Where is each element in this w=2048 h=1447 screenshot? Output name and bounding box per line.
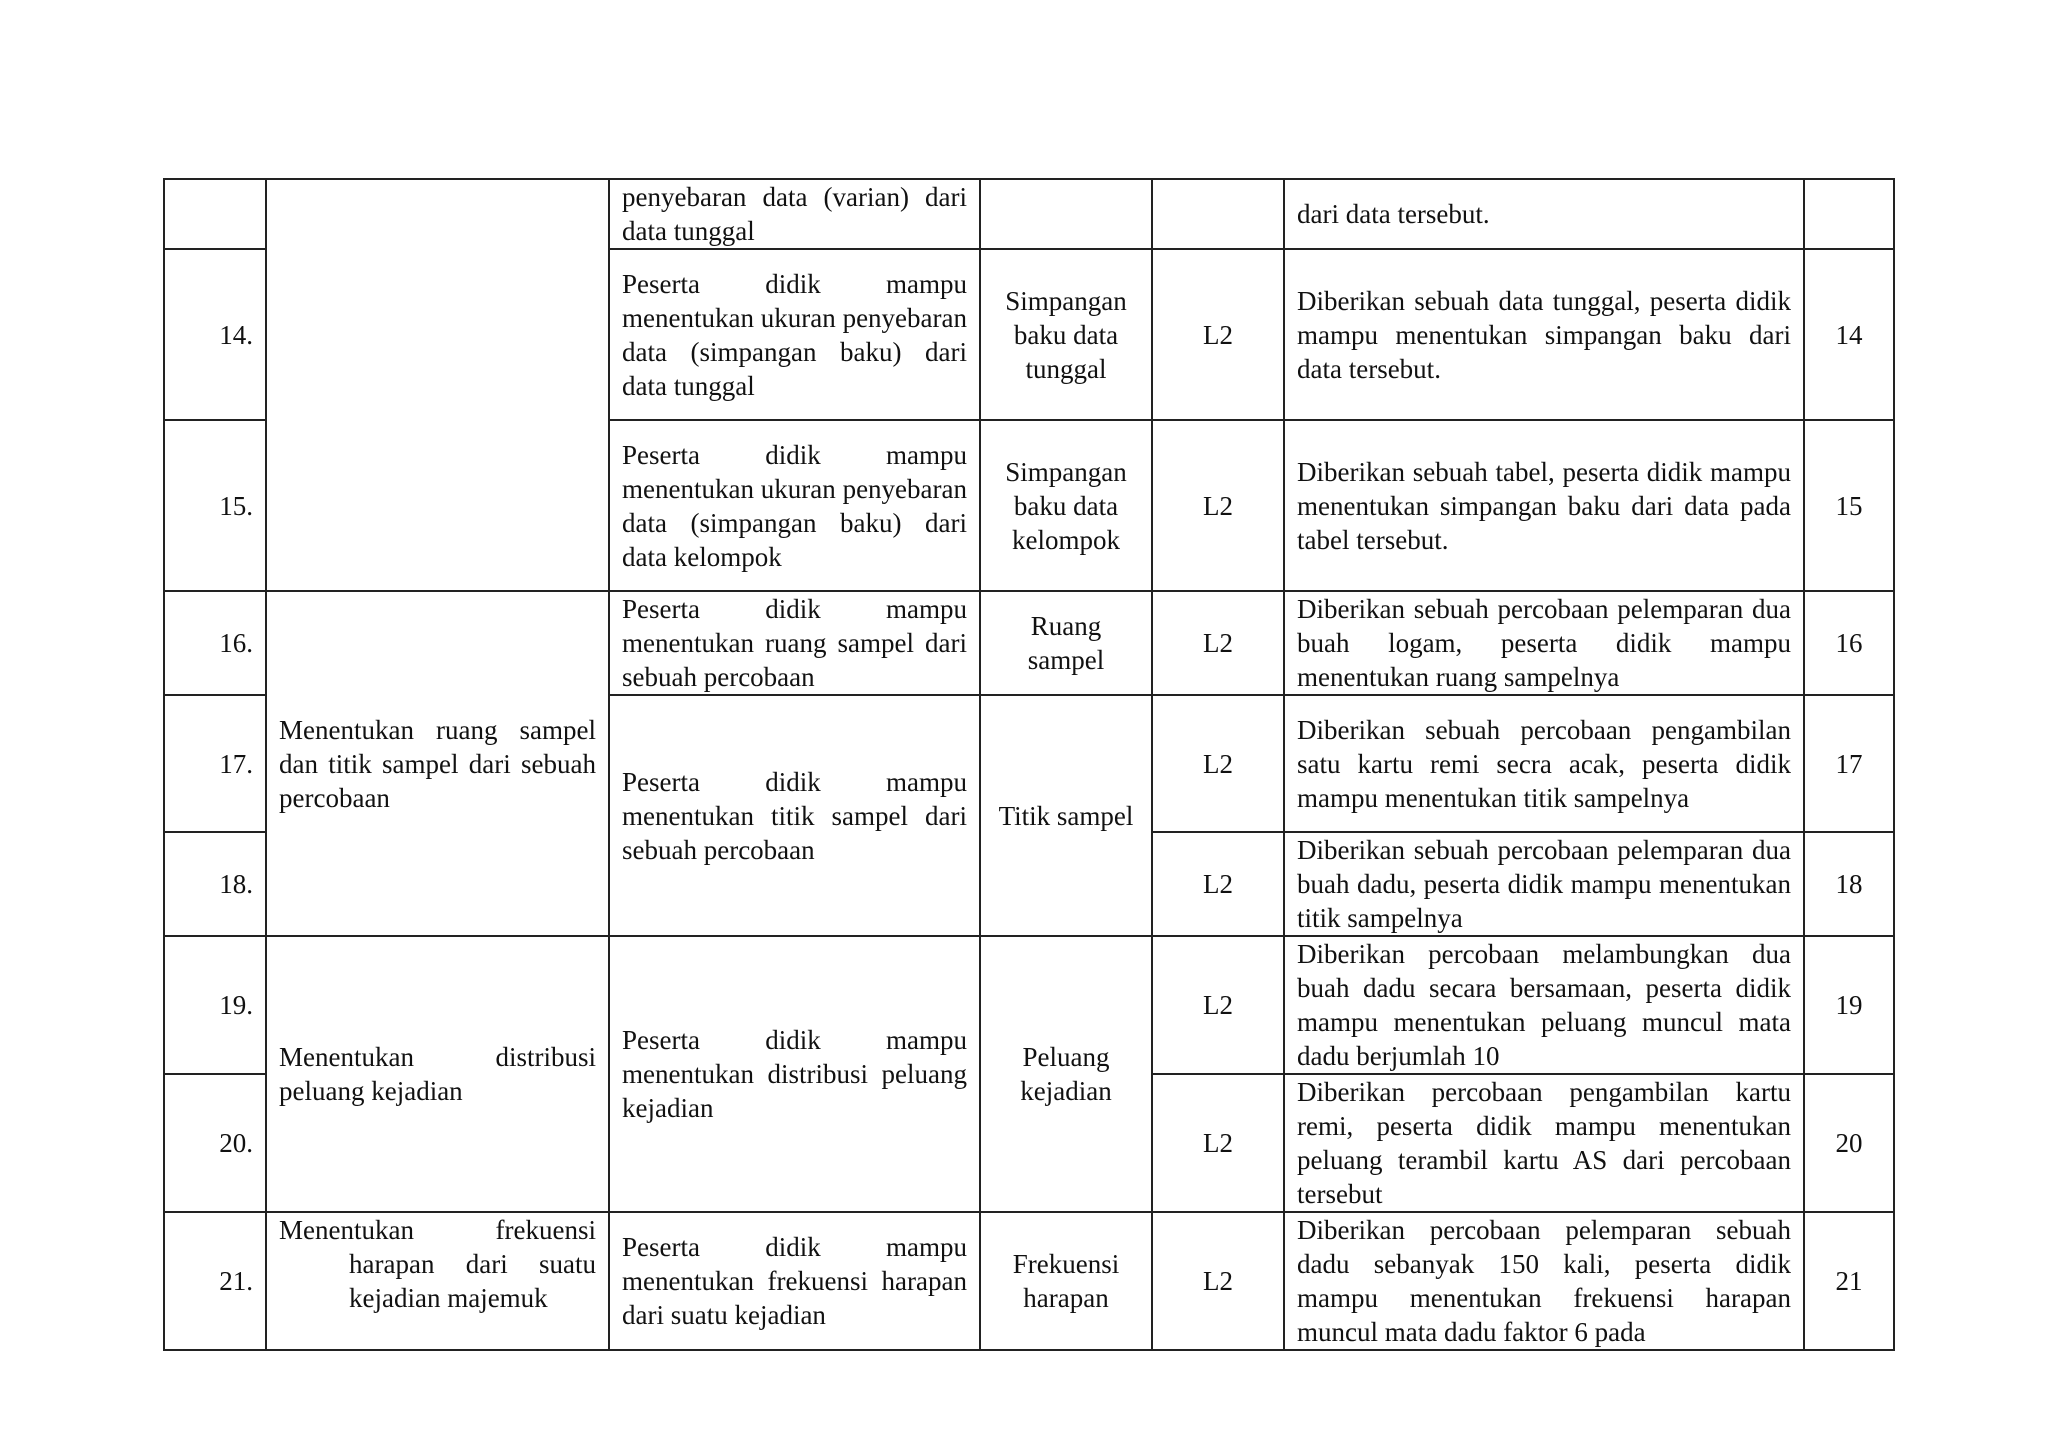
table-row — [164, 179, 1894, 249]
row-number: 19. — [164, 936, 266, 1074]
material-cell: Peluang kejadian — [980, 936, 1152, 1212]
competency-cell — [266, 179, 609, 591]
question-number-cell: 19 — [1804, 936, 1894, 1074]
row-number: 17. — [164, 695, 266, 832]
row-number: 15. — [164, 420, 266, 591]
question-number-cell: 16 — [1804, 591, 1894, 695]
kisi-kisi-table — [163, 178, 1895, 1351]
indicator-cell: Peserta didik mampu menentukan ukuran penyebaran data (simpangan baku) dari data kelompok — [609, 420, 980, 591]
table-row — [164, 591, 1894, 695]
indicator-cell: penyebaran data (varian) dari data tunggal — [609, 179, 980, 249]
table-row — [164, 936, 1894, 1074]
indicator-cell: Peserta didik mampu menentukan ukuran penyebaran data (simpangan baku) dari data tunggal — [609, 249, 980, 420]
question-indicator-cell: Diberikan percobaan pengambilan kartu remi, peserta didik mampu menentukan peluang terambil kartu AS dari percobaan tersebut — [1284, 1074, 1804, 1212]
competency-rest: harapan dari suatu kejadian majemuk — [349, 1249, 596, 1313]
row-number: 21. — [164, 1212, 266, 1350]
material-cell: Frekuensi harapan — [980, 1212, 1152, 1350]
question-number-cell: 18 — [1804, 832, 1894, 936]
competency-first-line: Menentukan frekuensi — [279, 1215, 596, 1245]
row-number: 18. — [164, 832, 266, 936]
indicator-cell: Peserta didik mampu menentukan titik sampel dari sebuah percobaan — [609, 695, 980, 936]
question-number-cell: 15 — [1804, 420, 1894, 591]
competency-cell: Menentukan distribusi peluang kejadian — [266, 936, 609, 1212]
level-cell — [1152, 179, 1284, 249]
level-cell: L2 — [1152, 1212, 1284, 1350]
question-indicator-cell: dari data tersebut. — [1284, 179, 1804, 249]
material-cell: Simpangan baku data kelompok — [980, 420, 1152, 591]
level-cell: L2 — [1152, 936, 1284, 1074]
row-number: 14. — [164, 249, 266, 420]
question-number-cell: 14 — [1804, 249, 1894, 420]
level-cell: L2 — [1152, 420, 1284, 591]
question-number-cell: 21 — [1804, 1212, 1894, 1350]
row-number — [164, 179, 266, 249]
question-number-cell: 17 — [1804, 695, 1894, 832]
material-cell: Ruang sampel — [980, 591, 1152, 695]
material-cell — [980, 179, 1152, 249]
row-number: 20. — [164, 1074, 266, 1212]
question-number-cell — [1804, 179, 1894, 249]
level-cell: L2 — [1152, 695, 1284, 832]
competency-cell — [266, 1212, 609, 1350]
level-cell: L2 — [1152, 249, 1284, 420]
question-number-cell: 20 — [1804, 1074, 1894, 1212]
table-row — [164, 1212, 1894, 1350]
indicator-cell: Peserta didik mampu menentukan frekuensi harapan dari suatu kejadian — [609, 1212, 980, 1350]
competency-cell: Menentukan ruang sampel dan titik sampel dari sebuah percobaan — [266, 591, 609, 936]
indicator-cell: Peserta didik mampu menentukan ruang sampel dari sebuah percobaan — [609, 591, 980, 695]
indicator-cell: Peserta didik mampu menentukan distribusi peluang kejadian — [609, 936, 980, 1212]
row-number: 16. — [164, 591, 266, 695]
question-indicator-cell: Diberikan sebuah percobaan pengambilan satu kartu remi secra acak, peserta didik mampu menentukan titik sampelnya — [1284, 695, 1804, 832]
question-indicator-cell: Diberikan sebuah percobaan pelemparan dua buah logam, peserta didik mampu menentukan ruang sampelnya — [1284, 591, 1804, 695]
question-indicator-cell: Diberikan sebuah tabel, peserta didik mampu menentukan simpangan baku dari data pada tabel tersebut. — [1284, 420, 1804, 591]
question-indicator-cell: Diberikan sebuah data tunggal, peserta didik mampu menentukan simpangan baku dari data tersebut. — [1284, 249, 1804, 420]
material-cell: Simpangan baku data tunggal — [980, 249, 1152, 420]
question-indicator-cell: Diberikan percobaan pelemparan sebuah dadu sebanyak 150 kali, peserta didik mampu menentukan frekuensi harapan muncul mata dadu faktor 6 pada — [1284, 1212, 1804, 1350]
material-cell: Titik sampel — [980, 695, 1152, 936]
level-cell: L2 — [1152, 591, 1284, 695]
level-cell: L2 — [1152, 832, 1284, 936]
question-indicator-cell: Diberikan percobaan melambungkan dua buah dadu secara bersamaan, peserta didik mampu menentukan peluang muncul mata dadu berjumlah 10 — [1284, 936, 1804, 1074]
level-cell: L2 — [1152, 1074, 1284, 1212]
question-indicator-cell: Diberikan sebuah percobaan pelemparan dua buah dadu, peserta didik mampu menentukan titik sampelnya — [1284, 832, 1804, 936]
